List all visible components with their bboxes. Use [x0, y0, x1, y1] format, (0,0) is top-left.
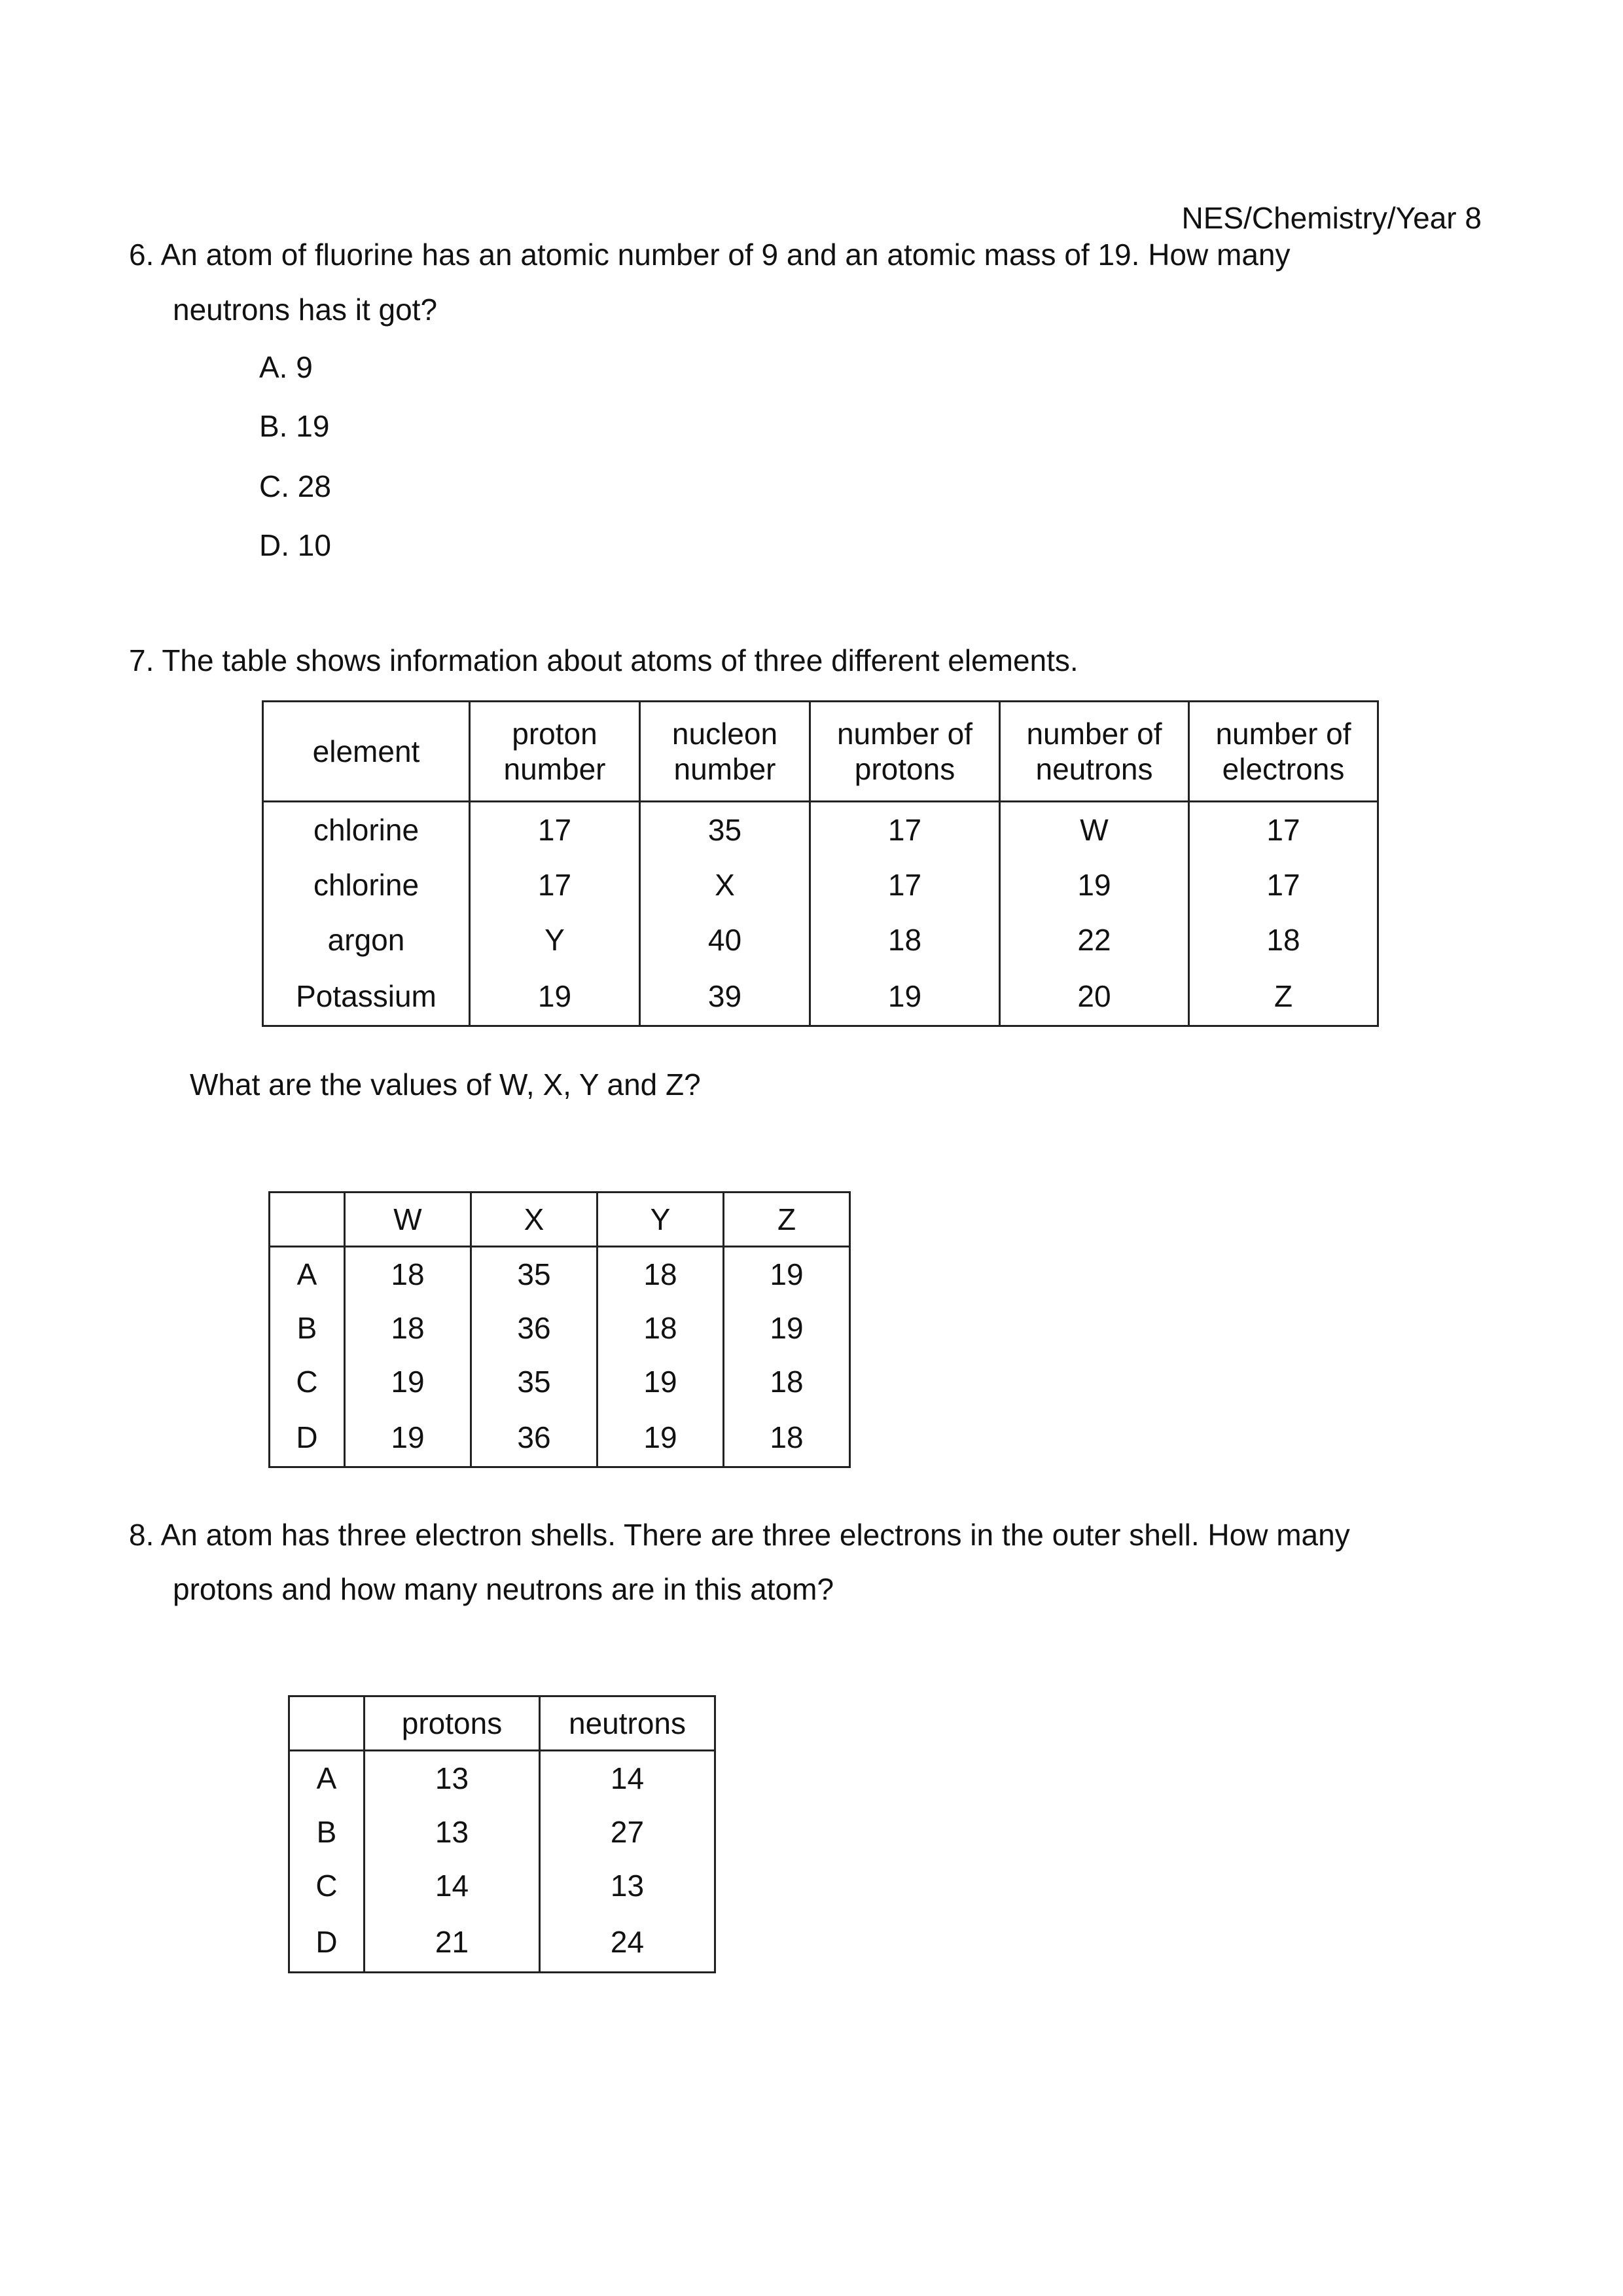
cell: 39 [640, 967, 810, 1026]
q8-text-line1: 8. An atom has three electron shells. There are three electrons in the outer shell. How many [129, 1518, 1350, 1552]
cell: 19 [345, 1355, 471, 1408]
q6-option-a: A. 9 [259, 350, 313, 384]
cell: Z [1189, 967, 1378, 1026]
cell: 36 [471, 1408, 597, 1467]
option-label: C [270, 1355, 345, 1408]
cell: 22 [1000, 912, 1189, 967]
header-neutrons: neutrons [540, 1696, 715, 1751]
cell: 19 [1000, 857, 1189, 912]
cell: 19 [810, 967, 1000, 1026]
cell: 14 [365, 1859, 540, 1912]
cell: 18 [597, 1247, 724, 1302]
cell: 18 [810, 912, 1000, 967]
cell: 17 [1189, 857, 1378, 912]
cell: 19 [597, 1355, 724, 1408]
cell: 13 [540, 1859, 715, 1912]
header-z: Z [724, 1193, 850, 1247]
page-header: NES/Chemistry/Year 8 [1181, 201, 1482, 235]
table-header-row [263, 702, 1378, 802]
option-label: B [270, 1301, 345, 1355]
cell: 36 [471, 1301, 597, 1355]
table-row [263, 912, 1378, 967]
q6-text-line2: neutrons has it got? [173, 293, 438, 327]
cell: 19 [597, 1408, 724, 1467]
header-w: W [345, 1193, 471, 1247]
cell: 35 [640, 802, 810, 858]
cell: X [640, 857, 810, 912]
cell: 20 [1000, 967, 1189, 1026]
option-label: C [289, 1859, 365, 1912]
header-protons: protons [365, 1696, 540, 1751]
q8-answer-table [288, 1695, 716, 1973]
table-row [270, 1301, 850, 1355]
cell: chlorine [263, 802, 470, 858]
q7-answer-table [268, 1191, 851, 1468]
cell: 18 [724, 1408, 850, 1467]
header-element: element [263, 702, 470, 802]
q6-text-line1: 6. An atom of fluorine has an atomic number of 9 and an atomic mass of 19. How many [129, 238, 1291, 272]
header-nucleon-number: nucleon number [640, 702, 810, 802]
option-label: D [289, 1912, 365, 1973]
header-y: Y [597, 1193, 724, 1247]
cell: 18 [345, 1247, 471, 1302]
table-row [289, 1912, 715, 1973]
option-label: D [270, 1408, 345, 1467]
table-row [270, 1408, 850, 1467]
table-row [270, 1247, 850, 1302]
cell: 27 [540, 1805, 715, 1859]
cell: 13 [365, 1805, 540, 1859]
cell: 19 [724, 1301, 850, 1355]
cell: 17 [810, 802, 1000, 858]
option-label: B [289, 1805, 365, 1859]
header-number-of-electrons: number of electrons [1189, 702, 1378, 802]
q7-prompt: 7. The table shows information about atoms of three different elements. [129, 643, 1079, 677]
header-number-of-protons: number of protons [810, 702, 1000, 802]
cell: 17 [470, 857, 640, 912]
cell: 35 [471, 1247, 597, 1302]
table-row [289, 1751, 715, 1806]
q6-option-d: D. 10 [259, 528, 331, 562]
table-header-row [270, 1193, 850, 1247]
cell: 19 [470, 967, 640, 1026]
q8-text-line2: protons and how many neutrons are in this atom? [173, 1572, 834, 1606]
table-row [289, 1805, 715, 1859]
cell: Potassium [263, 967, 470, 1026]
cell: 17 [810, 857, 1000, 912]
cell: 17 [470, 802, 640, 858]
q6-option-b: B. 19 [259, 409, 330, 443]
cell: 19 [724, 1247, 850, 1302]
cell: 24 [540, 1912, 715, 1973]
header-blank [289, 1696, 365, 1751]
option-label: A [270, 1247, 345, 1302]
cell: 18 [597, 1301, 724, 1355]
cell: 14 [540, 1751, 715, 1806]
cell: 13 [365, 1751, 540, 1806]
cell: argon [263, 912, 470, 967]
table-row [270, 1355, 850, 1408]
table-row [263, 857, 1378, 912]
option-label: A [289, 1751, 365, 1806]
cell: W [1000, 802, 1189, 858]
q6-option-c: C. 28 [259, 469, 331, 503]
cell: Y [470, 912, 640, 967]
header-proton-number: proton number [470, 702, 640, 802]
table-row [263, 802, 1378, 858]
cell: 18 [724, 1355, 850, 1408]
header-number-of-neutrons: number of neutrons [1000, 702, 1189, 802]
cell: 21 [365, 1912, 540, 1973]
table-row [289, 1859, 715, 1912]
cell: chlorine [263, 857, 470, 912]
cell: 35 [471, 1355, 597, 1408]
cell: 18 [345, 1301, 471, 1355]
cell: 18 [1189, 912, 1378, 967]
cell: 19 [345, 1408, 471, 1467]
cell: 17 [1189, 802, 1378, 858]
table-row [263, 967, 1378, 1026]
header-blank [270, 1193, 345, 1247]
q7-question: What are the values of W, X, Y and Z? [190, 1067, 701, 1102]
header-x: X [471, 1193, 597, 1247]
table-header-row [289, 1696, 715, 1751]
cell: 40 [640, 912, 810, 967]
elements-table [262, 700, 1379, 1027]
